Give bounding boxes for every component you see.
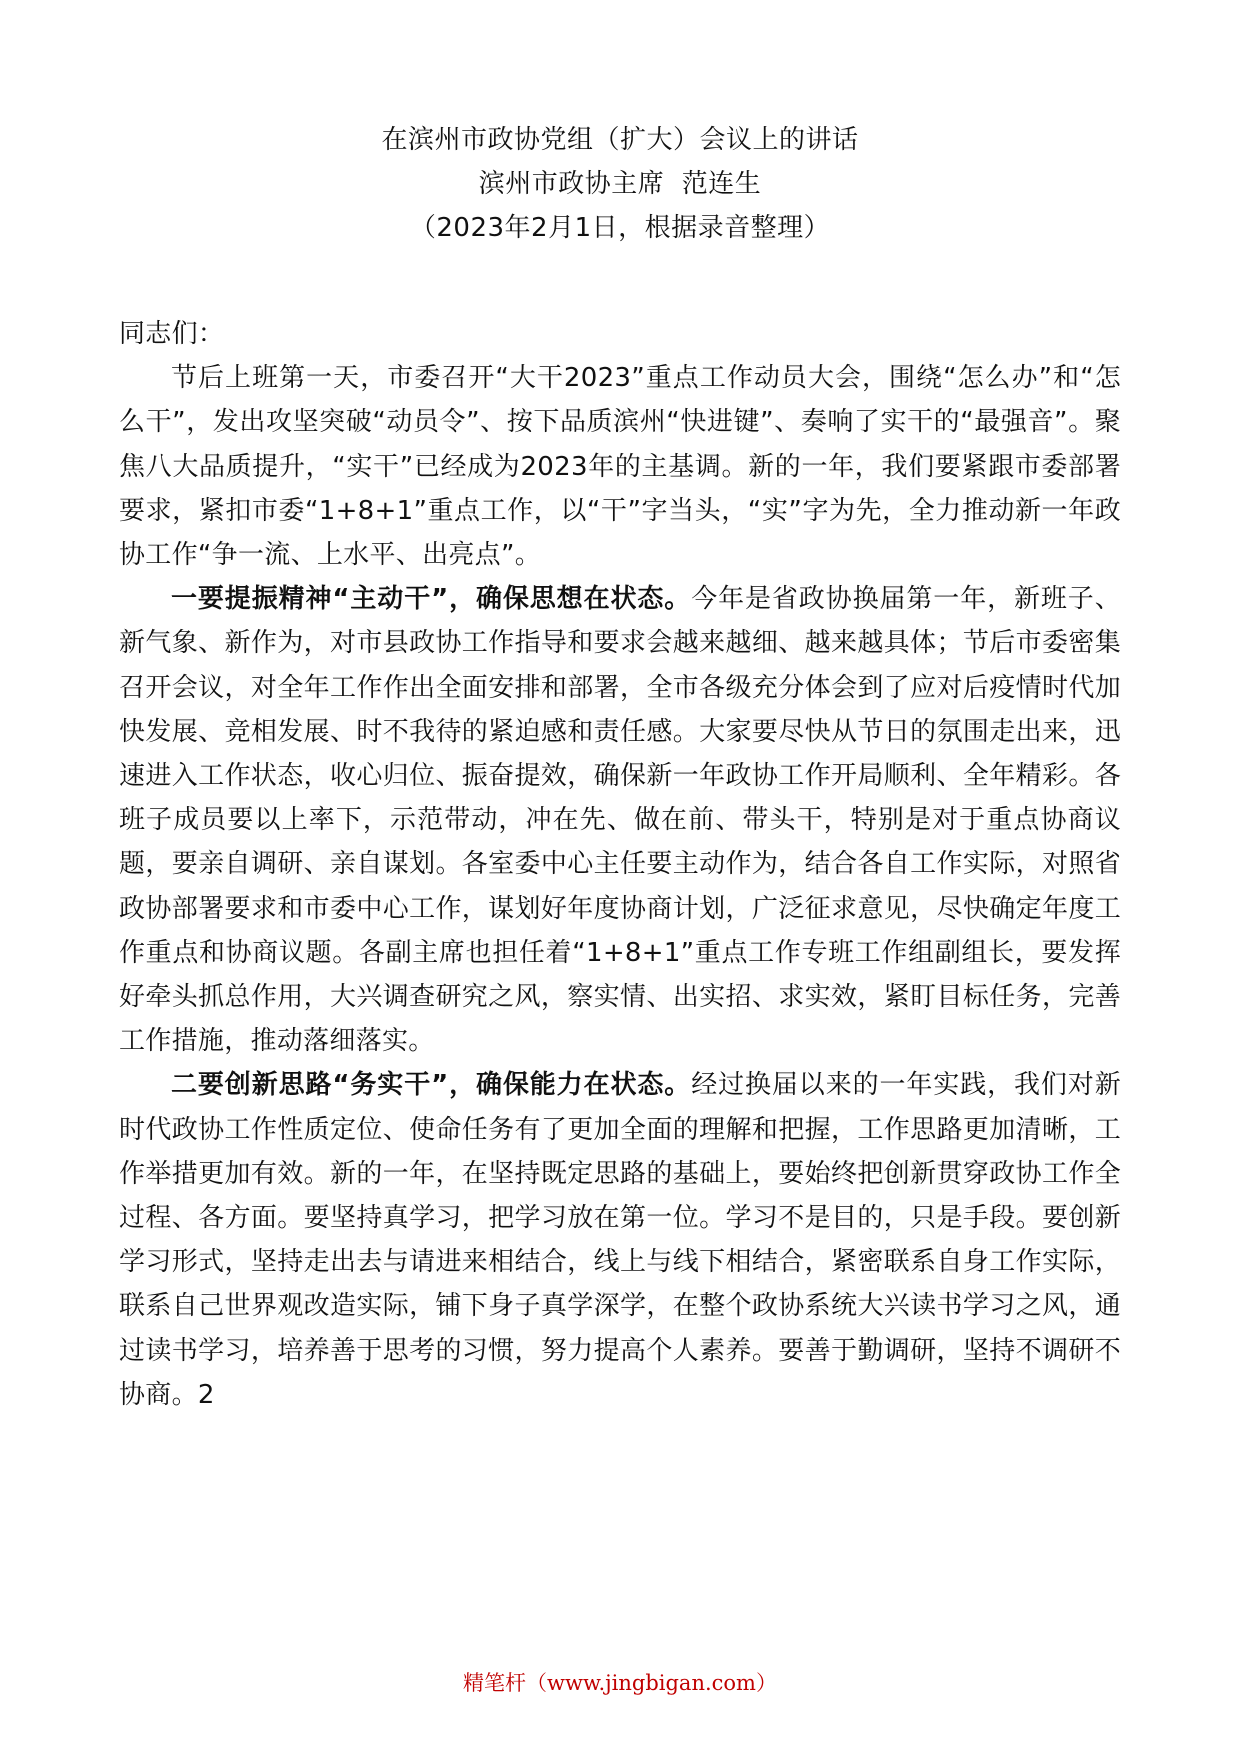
section-2-heading: 二要创新思路“务实干”，确保能力在状态。 [171,1070,692,1101]
document-header [0,118,1240,250]
document-body [119,312,1121,1417]
paragraph-intro: 节后上班第一天，市委召开“大干2023”重点工作动员大会，围绕“怎么办”和“怎么干”，发出攻坚突破“动员令”、按下品质滨州“快进键”、奏响了实干的“最强音”。聚焦八大品质提升，“实干”已经成为2023年的主基调。新的一年，我们要紧跟市委部署要求，紧扣市委“1+8+1”重点工作，以“干”字当头，“实”字为先，全力推动新一年政协工作“争一流、上水平、出亮点”。 [119,363,1121,571]
salutation: 同志们： [119,319,225,349]
speaker-line: 滨州市政协主席 范连生 [478,169,762,199]
footer-watermark: 精笔杆（www.jingbigan.com） [463,1671,777,1695]
section-1-heading: 一要提振精神“主动干”，确保思想在状态。 [171,584,692,615]
section-1-text: 今年是省政协换届第一年，新班子、新气象、新作为，对市县政协工作指导和要求会越来越细、越来越具体；节后市委密集召开会议，对全年工作作出全面安排和部署，全市各级充分体会到了应对后疫情时代加快发展、竞相发展、时不我待的紧迫感和责任感。大家要尽快从节日的氛围走出来，迅速进入工作状态，收心归位、振奋提效，确保新一年政协工作开局顺利、全年精彩。各班子成员要以上率下，示范带动，冲在先、做在前、带头干，特别是对于重点协商议题，要亲自调研、亲自谋划。各室委中心主任要主动作为，结合各自工作实际，对照省政协部署要求和市委中心工作，谋划好年度协商计划，广泛征求意见，尽快确定年度工作重点和协商议题。各副主席也担任着“1+8+1”重点工作专班工作组副组长，要发挥好牵头抓总作用，大兴调查研究之风，察实情、出实招、求实效，紧盯目标任务，完善工作措施，推动落细落实。 [119,584,1121,1057]
paragraph-section-2 [119,1063,1121,1417]
document-title: 在滨州市政协党组（扩大）会议上的讲话 [381,125,859,155]
section-2-text: 经过换届以来的一年实践，我们对新时代政协工作性质定位、使命任务有了更加全面的理解和把握，工作思路更加清晰，工作举措更加有效。新的一年，在坚持既定思路的基础上，要始终把创新贯穿政协工作全过程、各方面。要坚持真学习，把学习放在第一位。学习不是目的，只是手段。要创新学习形式，坚持走出去与请进来相结合，线上与线下相结合，紧密联系自身工作实际，联系自己世界观改造实际，铺下身子真学深学，在整个政协系统大兴读书学习之风，通过读书学习，培养善于思考的习惯，努力提高个人素养。要善于勤调研，坚持不调研不协商。2 [119,1070,1121,1410]
paragraph-section-1 [119,577,1121,1063]
date-note: （2023年2月1日，根据录音整理） [409,213,831,243]
